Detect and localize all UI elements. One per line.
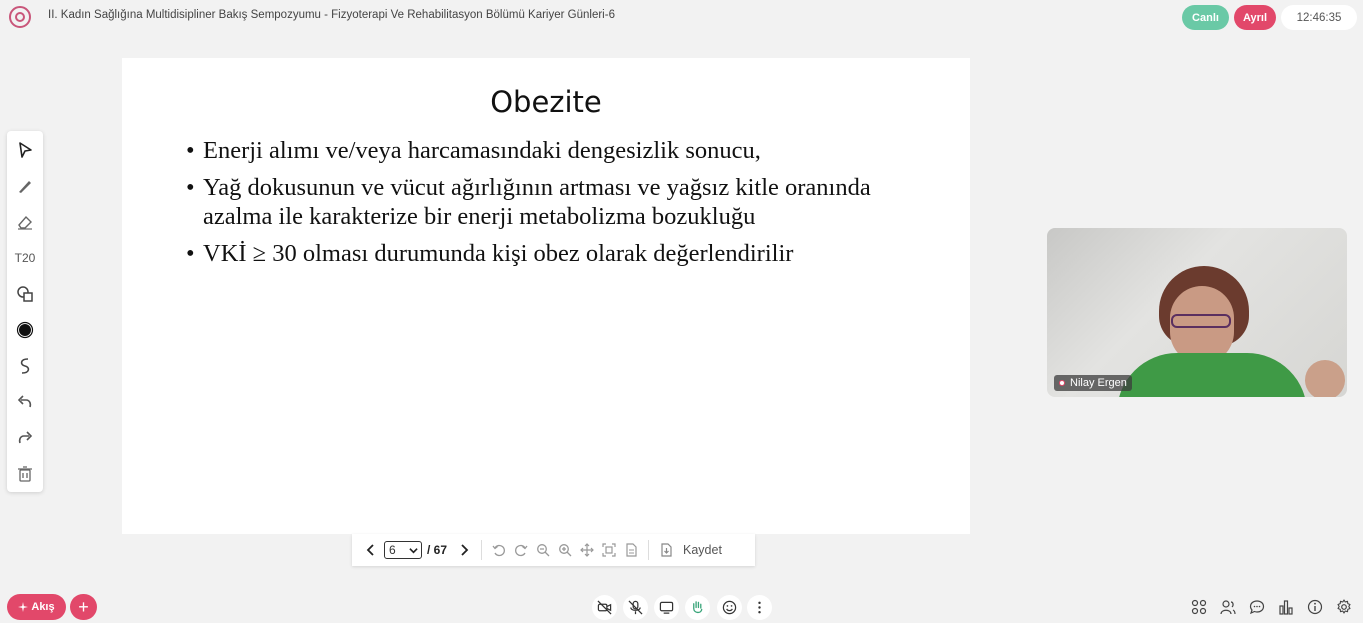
stats-button[interactable] xyxy=(1276,597,1296,617)
chevron-down-icon xyxy=(409,546,418,555)
pan-button[interactable] xyxy=(576,539,598,561)
page-total: / 67 xyxy=(427,543,448,557)
slide-bullets xyxy=(186,136,946,276)
slide-title: Obezite xyxy=(490,85,602,119)
camera-off-button[interactable] xyxy=(592,595,617,620)
prev-page-button[interactable] xyxy=(360,539,382,561)
camera-off-icon xyxy=(597,600,612,615)
participant-name-tag xyxy=(1054,375,1132,391)
presentation-slide xyxy=(122,58,970,534)
sparkle-icon xyxy=(18,602,28,612)
trash-icon[interactable] xyxy=(7,460,43,488)
emoji-icon xyxy=(722,600,737,615)
document-icon xyxy=(624,543,638,557)
chat-icon xyxy=(1249,599,1265,615)
live-button[interactable]: Canlı xyxy=(1182,5,1229,30)
reactions-button[interactable] xyxy=(717,595,742,620)
undo-icon[interactable] xyxy=(7,388,43,416)
redo-icon[interactable] xyxy=(7,424,43,452)
slide-pager xyxy=(352,534,755,566)
rotate-left-button[interactable] xyxy=(488,539,510,561)
app-logo xyxy=(9,6,31,28)
save-label[interactable]: Kaydet xyxy=(683,543,722,557)
clock: 12:46:35 xyxy=(1281,5,1357,30)
chat-button[interactable] xyxy=(1247,597,1267,617)
fit-screen-button[interactable] xyxy=(598,539,620,561)
info-button[interactable] xyxy=(1305,597,1325,617)
chevron-left-icon xyxy=(364,543,378,557)
chevron-right-icon xyxy=(457,543,471,557)
curve-icon[interactable] xyxy=(7,352,43,380)
hand-icon xyxy=(690,600,705,615)
page-select-value: 6 xyxy=(389,543,396,557)
slide-bullet: • Yağ dokusunun ve vücut ağırlığının artması ve yağsız kitle oranında azalma ile karakterize bir enerji metabolizma bozukluğu xyxy=(186,173,946,231)
leave-button[interactable]: Ayrıl xyxy=(1234,5,1276,30)
zoom-in-icon xyxy=(558,543,572,557)
zoom-out-icon xyxy=(536,543,550,557)
document-button[interactable] xyxy=(620,539,642,561)
move-icon xyxy=(580,543,594,557)
page-select[interactable] xyxy=(384,541,422,559)
monitor-icon xyxy=(659,600,674,615)
settings-button[interactable] xyxy=(1334,597,1354,617)
more-vertical-icon xyxy=(752,600,767,615)
participant-name: Nilay Ergen xyxy=(1070,377,1127,389)
zoom-in-button[interactable] xyxy=(554,539,576,561)
pen-icon[interactable] xyxy=(7,172,43,200)
add-button[interactable]: + xyxy=(70,594,97,620)
participants-button[interactable] xyxy=(1218,597,1238,617)
flow-label: Akış xyxy=(31,601,55,613)
zoom-out-button[interactable] xyxy=(532,539,554,561)
shapes-icon[interactable] xyxy=(7,280,43,308)
text-size-label: T20 xyxy=(14,251,36,265)
fit-screen-icon xyxy=(602,543,616,557)
rotate-right-button[interactable] xyxy=(510,539,532,561)
download-icon xyxy=(659,543,673,557)
grid-icon xyxy=(1191,599,1207,615)
meeting-title: II. Kadın Sağlığına Multidisipliner Bakış Sempozyumu - Fizyoterapi Ve Rehabilitasyon Bölümü Kariyer Günleri-6 xyxy=(48,9,615,21)
gear-icon xyxy=(1336,599,1352,615)
participant-video[interactable] xyxy=(1047,228,1347,397)
text-icon[interactable] xyxy=(7,244,43,272)
whiteboard-toolbar xyxy=(7,131,43,492)
next-page-button[interactable] xyxy=(453,539,475,561)
rotate-left-icon xyxy=(492,543,506,557)
video-person-hand xyxy=(1305,360,1345,397)
layout-button[interactable] xyxy=(1189,597,1209,617)
mic-off-button[interactable] xyxy=(623,595,648,620)
screen-share-button[interactable] xyxy=(654,595,679,620)
slide-bullet: • VKİ ≥ 30 olması durumunda kişi obez olarak değerlendirilir xyxy=(186,239,946,268)
mic-off-icon xyxy=(628,600,643,615)
eraser-icon[interactable] xyxy=(7,208,43,236)
pager-divider xyxy=(648,540,649,560)
save-button[interactable] xyxy=(655,539,677,561)
color-icon[interactable] xyxy=(7,316,43,344)
select-icon[interactable] xyxy=(7,136,43,164)
rotate-right-icon xyxy=(514,543,528,557)
video-person-glasses xyxy=(1171,314,1231,328)
flow-button[interactable] xyxy=(7,594,66,620)
status-dot-icon xyxy=(1059,380,1065,386)
bar-chart-icon xyxy=(1278,599,1294,615)
pager-divider xyxy=(481,540,482,560)
info-icon xyxy=(1307,599,1323,615)
more-button[interactable] xyxy=(747,595,772,620)
users-icon xyxy=(1220,599,1236,615)
video-person-sweater xyxy=(1117,353,1307,397)
raise-hand-button[interactable] xyxy=(685,595,710,620)
slide-bullet: • Enerji alımı ve/veya harcamasındaki dengesizlik sonucu, xyxy=(186,136,946,165)
